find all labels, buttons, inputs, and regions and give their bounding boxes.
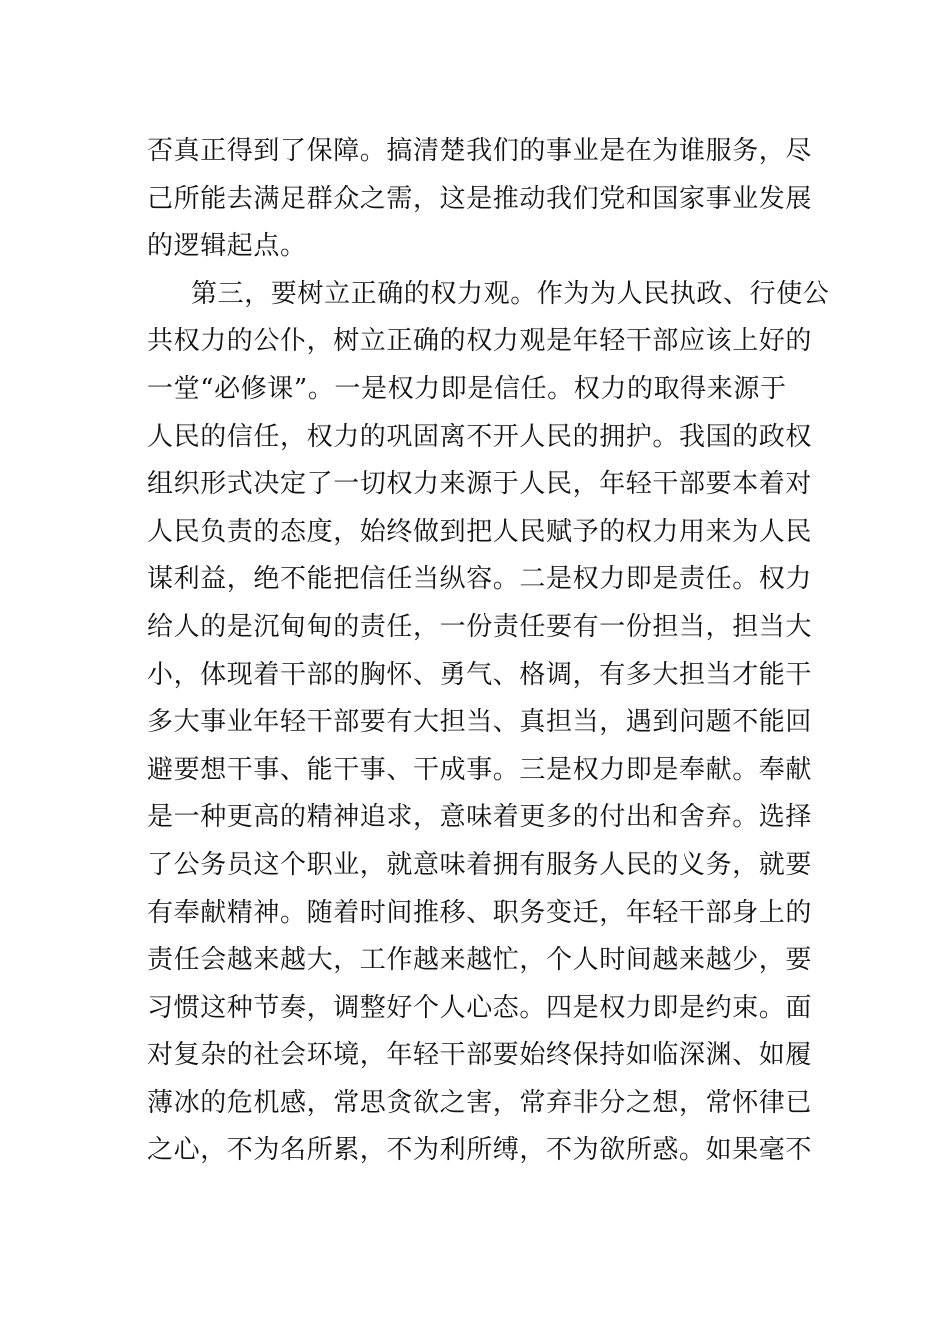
text-line: 否真正得到了保障。搞清楚我们的事业是在为谁服务，尽 (147, 136, 813, 166)
text-line: 共权力的公仆，树立正确的权力观是年轻干部应该上好的 (147, 326, 813, 357)
text-line: 有奉献精神。随着时间推移、职务变迁，年轻干部身上的 (147, 897, 813, 928)
text-line: 多大事业年轻干部要有大担当、真担当，遇到问题不能回 (147, 707, 813, 738)
text-line: 给人的是沉甸甸的责任，一份责任要有一份担当，担当大 (147, 611, 813, 642)
text-line: 对复杂的社会环境，年轻干部要始终保持如临深渊、如履 (147, 1040, 813, 1071)
text-line: 了公务员这个职业，就意味着拥有服务人民的义务，就要 (147, 849, 813, 880)
text-line: 小，体现着干部的胸怀、勇气、格调，有多大担当才能干 (147, 659, 813, 690)
text-line: 人民的信任，权力的巩固离不开人民的拥护。我国的政权 (147, 421, 813, 452)
text-line: 谋利益，绝不能把信任当纵容。二是权力即是责任。权力 (147, 564, 813, 595)
paragraph-first-line: 第三，要树立正确的权力观。作为为人民执政、行使公 (191, 278, 830, 309)
body-text (147, 128, 830, 1175)
text-line: 之心，不为名所累，不为利所缚，不为欲所惑。如果毫不 (147, 1135, 813, 1166)
text-line: 责任会越来越大，工作越来越忙，个人时间越来越少，要 (147, 945, 813, 976)
text-line: 组织形式决定了一切权力来源于人民，年轻干部要本着对 (147, 469, 813, 500)
text-line: 是一种更高的精神追求，意味着更多的付出和舍弃。选择 (147, 802, 813, 833)
text-line: 己所能去满足群众之需，这是推动我们党和国家事业发展 (147, 183, 813, 214)
text-line: 一堂“必修课”。一是权力即是信任。权力的取得来源于 (147, 373, 787, 404)
text-line: 避要想干事、能干事、干成事。三是权力即是奉献。奉献 (147, 754, 813, 785)
text-line: 人民负责的态度，始终做到把人民赋予的权力用来为人民 (147, 516, 813, 547)
text-line: 的逻辑起点。 (147, 231, 307, 262)
text-line: 习惯这种节奏，调整好个人心态。四是权力即是约束。面 (147, 992, 813, 1023)
text-line: 薄冰的危机感，常思贪欲之害，常弃非分之想，常怀律已 (147, 1087, 813, 1118)
